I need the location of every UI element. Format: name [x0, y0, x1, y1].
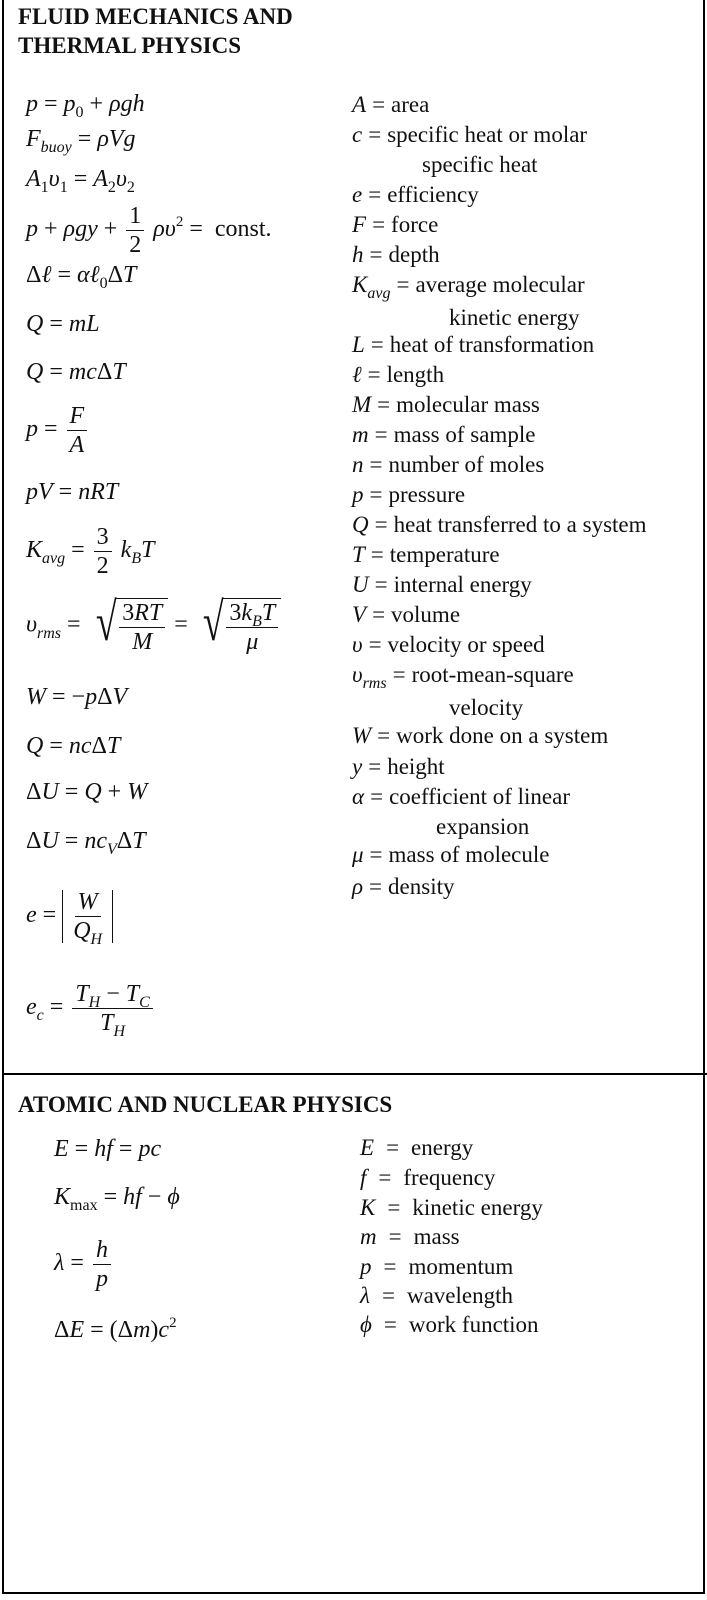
- definition-symbol: K: [352, 272, 368, 297]
- definition-row: [352, 630, 545, 660]
- definition-symbol: V: [352, 602, 367, 627]
- equation-rms-velocity: $\upsilon_{rms}$ = √ $\frac{3RT}{M}$ = √ $\frac{3k_BT}{\mu}$: [26, 598, 281, 654]
- definition-equals: =: [367, 362, 381, 387]
- definition-row: [352, 420, 535, 450]
- definition-equals: =: [383, 1312, 397, 1337]
- definition-symbol: y: [352, 754, 363, 779]
- definition-equals: =: [388, 1224, 402, 1249]
- definition-row: [352, 840, 550, 870]
- equation-photon-energy: E = hf = pc: [54, 1136, 162, 1162]
- definition-row: [352, 450, 544, 480]
- definition-row: [360, 1252, 513, 1282]
- definition-symbol: c: [352, 122, 363, 147]
- definition-row: [352, 872, 454, 902]
- definition-text: mass of sample: [393, 422, 536, 447]
- definition-equals: =: [374, 512, 388, 537]
- definition-text: area: [391, 92, 430, 117]
- definition-row: [360, 1222, 460, 1252]
- definition-text-continued: expansion: [436, 814, 530, 839]
- equation-de-broglie: λ = $\frac{h}{p}$: [54, 1238, 114, 1291]
- equation-specific-heat: Q = mcΔT: [26, 359, 126, 385]
- equation-ideal-gas: pV = nRT: [26, 479, 119, 505]
- definition-symbol: e: [352, 182, 363, 207]
- equation-avg-kinetic-energy: $K_{avg}$ = $\frac{3}{2}$ $k_BT$: [26, 524, 155, 579]
- definition-text: average molecular: [415, 272, 585, 297]
- definition-equals: =: [370, 542, 384, 567]
- definition-row: [352, 782, 570, 842]
- definition-symbol: W: [352, 723, 372, 748]
- definition-symbol: ℓ: [352, 362, 362, 387]
- definition-row: [352, 510, 647, 540]
- definition-equals: =: [369, 242, 383, 267]
- definition-text-continued: specific heat: [422, 152, 538, 177]
- definition-text: momentum: [408, 1254, 514, 1279]
- definition-equals: =: [396, 272, 410, 297]
- definition-text: temperature: [389, 542, 500, 567]
- definition-equals: =: [374, 422, 388, 447]
- definition-symbol-subscript: rms: [362, 675, 387, 692]
- equation-molar-heat: Q = ncΔT: [26, 733, 121, 759]
- definition-text: work done on a system: [396, 723, 609, 748]
- section-divider: [4, 1073, 707, 1075]
- equation-buoyancy: $F_{buoy} = \rho Vg$: [26, 126, 136, 156]
- definition-text: work function: [408, 1312, 539, 1337]
- definition-row: [360, 1193, 543, 1223]
- definition-text: wavelength: [406, 1283, 513, 1308]
- definition-text: specific heat or molar: [387, 122, 588, 147]
- definition-text: volume: [391, 602, 461, 627]
- definition-symbol: υ: [352, 662, 363, 687]
- definition-row: [360, 1163, 495, 1193]
- definition-equals: =: [368, 754, 382, 779]
- equation-mass-energy: $\Delta E = (\Delta m)c^2$: [54, 1315, 177, 1343]
- definition-equals: =: [369, 874, 383, 899]
- definition-row: [360, 1281, 513, 1311]
- definition-row: [352, 270, 585, 333]
- definition-row: [352, 90, 429, 120]
- definition-equals: =: [386, 1135, 400, 1160]
- equation-work: W = −pΔV: [26, 684, 128, 710]
- definition-row: [352, 390, 540, 420]
- definition-text-continued: kinetic energy: [449, 305, 580, 330]
- definition-text: frequency: [403, 1165, 496, 1190]
- equation-internal-energy: $\Delta U = nc_V\Delta T$: [26, 828, 146, 858]
- definition-symbol: n: [352, 452, 364, 477]
- definition-equals: =: [383, 1254, 397, 1279]
- definition-text: molecular mass: [396, 392, 540, 417]
- equation-photoelectric: $K_{max}$ = hf − ϕ: [54, 1184, 180, 1214]
- definition-text: height: [387, 754, 445, 779]
- definition-symbol: A: [352, 92, 367, 117]
- definition-symbol: ρ: [352, 874, 364, 899]
- formula-sheet: [2, 0, 705, 1594]
- definition-symbol: T: [352, 542, 365, 567]
- equation-pressure-depth: $p = p_0 + \rho gh$: [26, 91, 145, 121]
- definition-symbol: M: [352, 392, 372, 417]
- fluid-section-title: FLUID MECHANICS AND THERMAL PHYSICS: [18, 4, 293, 58]
- atomic-section-title: ATOMIC AND NUCLEAR PHYSICS: [18, 1092, 393, 1117]
- definition-text: depth: [388, 242, 440, 267]
- equation-efficiency: e = $\frac{W}{Q_H}$: [26, 890, 113, 943]
- definition-text: number of moles: [388, 452, 545, 477]
- definition-equals: =: [368, 122, 382, 147]
- definition-symbol: K: [360, 1195, 376, 1220]
- definition-row: [352, 540, 500, 570]
- definition-equals: =: [374, 572, 388, 597]
- definition-text: velocity or speed: [387, 632, 545, 657]
- definition-symbol: m: [352, 422, 369, 447]
- definition-row: [352, 752, 445, 782]
- definition-equals: =: [370, 332, 384, 357]
- definition-row: [352, 330, 594, 360]
- definition-equals: =: [387, 1195, 401, 1220]
- equation-continuity: $A_1\upsilon_1 = A_2\upsilon_2$: [26, 166, 135, 196]
- definition-equals: =: [378, 1165, 392, 1190]
- definition-text: efficiency: [387, 182, 479, 207]
- definition-text: length: [386, 362, 445, 387]
- definition-equals: =: [377, 392, 391, 417]
- equation-bernoulli: p + ρgy + $\frac{1}{2}$ $\rho\upsilon^2$ = const.: [26, 203, 272, 258]
- definition-symbol: m: [360, 1224, 377, 1249]
- definition-equals: =: [381, 1283, 395, 1308]
- definition-symbol: p: [352, 482, 364, 507]
- definition-symbol: υ: [352, 632, 363, 657]
- definition-text: force: [391, 212, 439, 237]
- definition-text: density: [388, 874, 455, 899]
- definition-symbol: Q: [352, 512, 369, 537]
- definition-row: [360, 1133, 473, 1163]
- definition-row: [352, 600, 460, 630]
- definition-text: mass of molecule: [388, 842, 550, 867]
- definition-text: kinetic energy: [412, 1195, 543, 1220]
- definition-equals: =: [369, 452, 383, 477]
- definition-text: energy: [411, 1135, 474, 1160]
- definition-row: [352, 180, 479, 210]
- definition-equals: =: [368, 182, 382, 207]
- equation-first-law: ΔU = Q + W: [26, 779, 148, 805]
- equation-thermal-expansion: Δℓ = αℓ$_0$ΔT: [26, 262, 137, 292]
- definition-symbol: f: [360, 1165, 367, 1190]
- definition-equals: =: [372, 92, 386, 117]
- definition-equals: =: [372, 602, 386, 627]
- definition-row: [352, 240, 440, 270]
- equation-latent-heat: Q = mL: [26, 311, 100, 337]
- definition-symbol: U: [352, 572, 369, 597]
- definition-symbol: μ: [352, 842, 364, 867]
- definition-equals: =: [369, 842, 383, 867]
- definition-row: [352, 120, 587, 180]
- definition-equals: =: [369, 482, 383, 507]
- definition-text-continued: velocity: [449, 695, 524, 720]
- definition-row: [352, 570, 532, 600]
- definition-symbol: h: [352, 242, 364, 267]
- definition-symbol: α: [352, 784, 365, 809]
- definition-row: [352, 480, 465, 510]
- definition-symbol: E: [360, 1135, 375, 1160]
- definition-symbol: L: [352, 332, 365, 357]
- definition-equals: =: [370, 784, 384, 809]
- definition-symbol-subscript: avg: [367, 285, 391, 302]
- definition-symbol: λ: [360, 1283, 370, 1308]
- definition-text: mass: [413, 1224, 460, 1249]
- definition-row: [352, 721, 608, 751]
- definition-row: [360, 1310, 539, 1340]
- definition-row: [352, 660, 574, 723]
- equation-carnot-efficiency: $e_c$ = $\frac{T_H - T_C}{T_H}$: [26, 982, 156, 1035]
- definition-row: [352, 360, 444, 390]
- definition-equals: =: [377, 723, 391, 748]
- definition-text: internal energy: [393, 572, 532, 597]
- definition-equals: =: [372, 212, 386, 237]
- definition-symbol: p: [360, 1254, 372, 1279]
- equation-pressure-force: p = $\frac{F}{A}$: [26, 404, 90, 457]
- definition-symbol: ϕ: [360, 1312, 372, 1337]
- definition-text: root-mean-square: [411, 662, 574, 687]
- definition-equals: =: [368, 632, 382, 657]
- definition-text: heat transferred to a system: [393, 512, 647, 537]
- definition-equals: =: [392, 662, 406, 687]
- definition-row: [352, 210, 438, 240]
- definition-symbol: F: [352, 212, 367, 237]
- definition-text: heat of transformation: [389, 332, 595, 357]
- definition-text: coefficient of linear: [389, 784, 570, 809]
- definition-text: pressure: [388, 482, 466, 507]
